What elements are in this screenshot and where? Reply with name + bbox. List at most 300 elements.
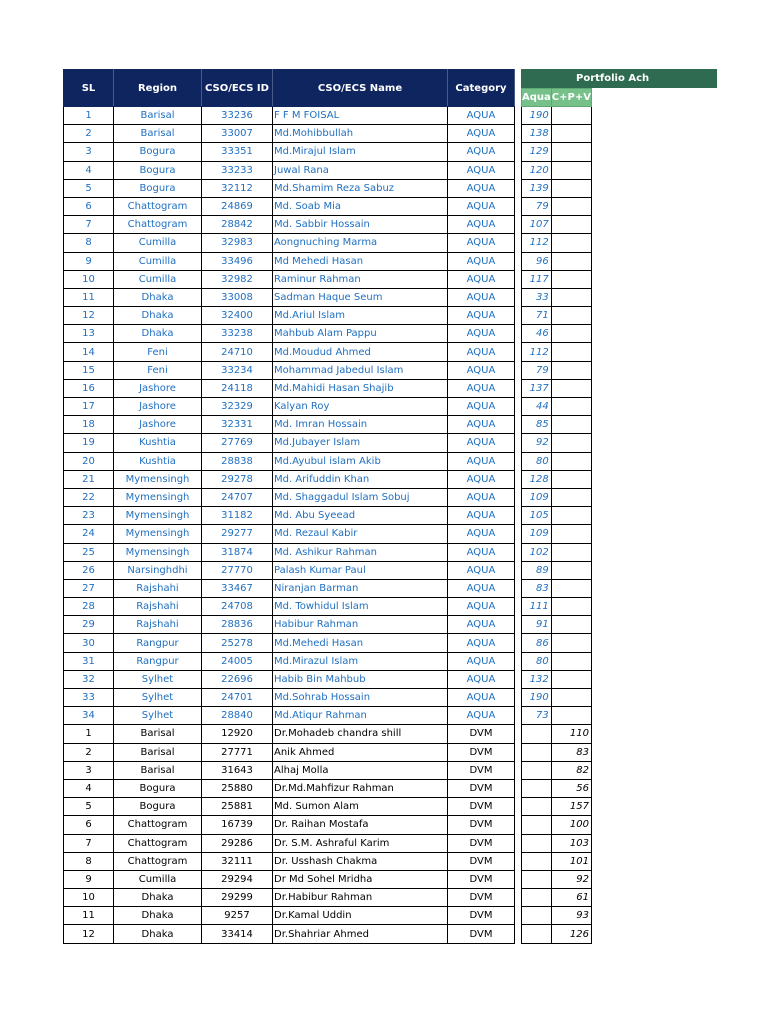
cell-cpv xyxy=(551,288,591,306)
portfolio-row xyxy=(522,197,592,215)
portfolio-row xyxy=(522,798,592,816)
cell-id: 24005 xyxy=(202,652,273,670)
cell-id: 24118 xyxy=(202,379,273,397)
cell-region: Dhaka xyxy=(114,907,202,925)
cell-name: Mahbub Alam Pappu xyxy=(273,325,448,343)
cell-sl: 27 xyxy=(64,579,114,597)
cell-id: 33008 xyxy=(202,288,273,306)
table-row xyxy=(64,307,515,325)
cell-sl: 7 xyxy=(64,834,114,852)
cell-region: Mymensingh xyxy=(114,470,202,488)
table-row xyxy=(64,252,515,270)
cell-id: 24710 xyxy=(202,343,273,361)
cell-category: DVM xyxy=(448,889,515,907)
cell-cpv: 92 xyxy=(551,870,591,888)
cell-category: AQUA xyxy=(448,598,515,616)
cell-category: AQUA xyxy=(448,507,515,525)
cell-name: Palash Kumar Paul xyxy=(273,561,448,579)
portfolio-row xyxy=(522,761,592,779)
cell-name: Md.Shamim Reza Sabuz xyxy=(273,179,448,197)
cell-aqua: 46 xyxy=(522,325,552,343)
cell-sl: 10 xyxy=(64,889,114,907)
cell-cpv xyxy=(551,452,591,470)
table-row xyxy=(64,779,515,797)
header-aqua: Aqua xyxy=(522,89,552,107)
table-row xyxy=(64,925,515,943)
cell-category: DVM xyxy=(448,725,515,743)
cell-cpv xyxy=(551,561,591,579)
cell-aqua: 109 xyxy=(522,525,552,543)
cell-aqua: 85 xyxy=(522,416,552,434)
header-name: CSO/ECS Name xyxy=(273,70,448,107)
cell-region: Bogura xyxy=(114,179,202,197)
table-row xyxy=(64,907,515,925)
header-row xyxy=(64,70,515,107)
cell-aqua: 96 xyxy=(522,252,552,270)
cell-cpv xyxy=(551,670,591,688)
cell-sl: 14 xyxy=(64,343,114,361)
cell-sl: 4 xyxy=(64,779,114,797)
cell-category: AQUA xyxy=(448,579,515,597)
cell-id: 29277 xyxy=(202,525,273,543)
cell-sl: 11 xyxy=(64,907,114,925)
portfolio-row xyxy=(522,143,592,161)
cell-region: Barisal xyxy=(114,107,202,125)
cell-id: 33007 xyxy=(202,125,273,143)
table-row xyxy=(64,216,515,234)
cell-id: 27770 xyxy=(202,561,273,579)
cell-region: Mymensingh xyxy=(114,507,202,525)
cell-aqua xyxy=(522,889,552,907)
cell-aqua: 128 xyxy=(522,470,552,488)
table-row xyxy=(64,670,515,688)
cell-aqua: 139 xyxy=(522,179,552,197)
cell-sl: 28 xyxy=(64,598,114,616)
cell-cpv xyxy=(551,379,591,397)
cell-cpv: 101 xyxy=(551,852,591,870)
cell-aqua xyxy=(522,816,552,834)
cell-aqua xyxy=(522,925,552,943)
cell-region: Chattogram xyxy=(114,852,202,870)
table-row xyxy=(64,652,515,670)
cell-category: AQUA xyxy=(448,197,515,215)
portfolio-row xyxy=(522,361,592,379)
cell-name: Md.Mahidi Hasan Shajib xyxy=(273,379,448,397)
cell-id: 32329 xyxy=(202,398,273,416)
cell-name: Md. Shaggadul Islam Sobuj xyxy=(273,488,448,506)
cell-aqua xyxy=(522,870,552,888)
cell-category: AQUA xyxy=(448,125,515,143)
cell-region: Chattogram xyxy=(114,216,202,234)
cell-id: 32112 xyxy=(202,179,273,197)
cell-region: Cumilla xyxy=(114,234,202,252)
cell-cpv xyxy=(551,161,591,179)
portfolio-row xyxy=(522,725,592,743)
cell-region: Mymensingh xyxy=(114,488,202,506)
cell-name: Dr.Md.Mahfizur Rahman xyxy=(273,779,448,797)
cell-region: Cumilla xyxy=(114,870,202,888)
cell-region: Chattogram xyxy=(114,816,202,834)
cell-category: DVM xyxy=(448,779,515,797)
cell-aqua: 107 xyxy=(522,216,552,234)
cell-sl: 17 xyxy=(64,398,114,416)
cell-aqua: 112 xyxy=(522,234,552,252)
cell-category: DVM xyxy=(448,743,515,761)
cell-id: 12920 xyxy=(202,725,273,743)
cell-name: Dr.Habibur Rahman xyxy=(273,889,448,907)
portfolio-row xyxy=(522,179,592,197)
cell-region: Mymensingh xyxy=(114,543,202,561)
cell-cpv: 157 xyxy=(551,798,591,816)
cell-id: 29294 xyxy=(202,870,273,888)
cell-region: Rangpur xyxy=(114,652,202,670)
cell-category: AQUA xyxy=(448,379,515,397)
cell-sl: 24 xyxy=(64,525,114,543)
table-row xyxy=(64,689,515,707)
cell-cpv: 93 xyxy=(551,907,591,925)
cell-region: Kushtia xyxy=(114,452,202,470)
cell-id: 28838 xyxy=(202,452,273,470)
cell-aqua: 71 xyxy=(522,307,552,325)
cell-region: Dhaka xyxy=(114,307,202,325)
cell-category: AQUA xyxy=(448,325,515,343)
cell-sl: 26 xyxy=(64,561,114,579)
cell-aqua xyxy=(522,852,552,870)
cell-name: Anik Ahmed xyxy=(273,743,448,761)
cell-category: AQUA xyxy=(448,707,515,725)
cell-category: AQUA xyxy=(448,543,515,561)
cell-cpv xyxy=(551,525,591,543)
cell-name: Md.Mirajul Islam xyxy=(273,143,448,161)
cell-name: Md.Atiqur Rahman xyxy=(273,707,448,725)
cell-cpv xyxy=(551,689,591,707)
portfolio-row xyxy=(522,216,592,234)
cell-name: Md.Sohrab Hossain xyxy=(273,689,448,707)
cell-cpv xyxy=(551,416,591,434)
table-row xyxy=(64,507,515,525)
cell-category: AQUA xyxy=(448,525,515,543)
cell-cpv xyxy=(551,652,591,670)
cell-sl: 20 xyxy=(64,452,114,470)
cell-name: Md. Arifuddin Khan xyxy=(273,470,448,488)
cell-sl: 9 xyxy=(64,252,114,270)
table-row xyxy=(64,707,515,725)
cell-aqua: 190 xyxy=(522,689,552,707)
cell-region: Barisal xyxy=(114,725,202,743)
cell-aqua xyxy=(522,907,552,925)
table-row xyxy=(64,816,515,834)
cell-id: 27769 xyxy=(202,434,273,452)
cell-aqua: 79 xyxy=(522,197,552,215)
cell-id: 9257 xyxy=(202,907,273,925)
cell-category: AQUA xyxy=(448,561,515,579)
cell-aqua: 83 xyxy=(522,579,552,597)
cell-cpv xyxy=(551,325,591,343)
cell-aqua: 112 xyxy=(522,343,552,361)
cell-name: Habibur Rahman xyxy=(273,616,448,634)
portfolio-row xyxy=(522,107,592,125)
table-row xyxy=(64,525,515,543)
cell-category: DVM xyxy=(448,834,515,852)
cell-category: AQUA xyxy=(448,143,515,161)
portfolio-row xyxy=(522,579,592,597)
cell-sl: 2 xyxy=(64,125,114,143)
table-row xyxy=(64,634,515,652)
table-row xyxy=(64,270,515,288)
portfolio-row xyxy=(522,379,592,397)
table-row xyxy=(64,288,515,306)
table-row xyxy=(64,561,515,579)
cell-sl: 5 xyxy=(64,179,114,197)
cell-name: Md.Ayubul islam Akib xyxy=(273,452,448,470)
cell-sl: 29 xyxy=(64,616,114,634)
cell-aqua xyxy=(522,834,552,852)
cell-name: Md. Imran Hossain xyxy=(273,416,448,434)
cell-region: Barisal xyxy=(114,125,202,143)
cell-sl: 33 xyxy=(64,689,114,707)
portfolio-row xyxy=(522,907,592,925)
cell-sl: 3 xyxy=(64,143,114,161)
cell-cpv xyxy=(551,616,591,634)
portfolio-row xyxy=(522,925,592,943)
table-body xyxy=(64,107,515,944)
cell-category: DVM xyxy=(448,761,515,779)
cell-name: Sadman Haque Seum xyxy=(273,288,448,306)
portfolio-row xyxy=(522,288,592,306)
cell-sl: 12 xyxy=(64,925,114,943)
cell-aqua xyxy=(522,798,552,816)
cell-id: 32983 xyxy=(202,234,273,252)
cell-region: Cumilla xyxy=(114,270,202,288)
cell-name: Dr.Mohadeb chandra shill xyxy=(273,725,448,743)
portfolio-row xyxy=(522,525,592,543)
cell-id: 24708 xyxy=(202,598,273,616)
cell-sl: 8 xyxy=(64,234,114,252)
cell-region: Bogura xyxy=(114,143,202,161)
cell-id: 33414 xyxy=(202,925,273,943)
portfolio-row xyxy=(522,270,592,288)
cell-region: Rajshahi xyxy=(114,579,202,597)
cell-region: Barisal xyxy=(114,761,202,779)
cell-aqua: 109 xyxy=(522,488,552,506)
table-row xyxy=(64,579,515,597)
cell-cpv xyxy=(551,361,591,379)
cell-name: Md. Ashikur Rahman xyxy=(273,543,448,561)
table-row xyxy=(64,488,515,506)
cell-aqua xyxy=(522,761,552,779)
cell-sl: 2 xyxy=(64,743,114,761)
cell-name: Md. Sabbir Hossain xyxy=(273,216,448,234)
cell-cpv: 110 xyxy=(551,725,591,743)
cell-cpv xyxy=(551,488,591,506)
cell-sl: 6 xyxy=(64,816,114,834)
portfolio-row xyxy=(522,816,592,834)
cell-region: Barisal xyxy=(114,743,202,761)
cell-category: DVM xyxy=(448,907,515,925)
table-row xyxy=(64,143,515,161)
portfolio-row xyxy=(522,743,592,761)
cell-name: Md.Jubayer Islam xyxy=(273,434,448,452)
portfolio-row xyxy=(522,616,592,634)
cell-category: AQUA xyxy=(448,470,515,488)
table-row xyxy=(64,379,515,397)
cell-aqua: 102 xyxy=(522,543,552,561)
portfolio-row xyxy=(522,652,592,670)
header-category: Category xyxy=(448,70,515,107)
cell-id: 27771 xyxy=(202,743,273,761)
cell-cpv xyxy=(551,143,591,161)
portfolio-row xyxy=(522,325,592,343)
cell-category: AQUA xyxy=(448,288,515,306)
cell-cpv xyxy=(551,179,591,197)
cell-name: Md. Sumon Alam xyxy=(273,798,448,816)
cell-sl: 7 xyxy=(64,216,114,234)
cso-ecs-table xyxy=(63,69,515,944)
cell-region: Sylhet xyxy=(114,689,202,707)
cell-id: 29278 xyxy=(202,470,273,488)
table-row xyxy=(64,870,515,888)
cell-sl: 4 xyxy=(64,161,114,179)
cell-name: Md Mehedi Hasan xyxy=(273,252,448,270)
cell-cpv xyxy=(551,252,591,270)
cell-name: Md.Mehedi Hasan xyxy=(273,634,448,652)
cell-sl: 12 xyxy=(64,307,114,325)
cell-name: Md. Abu Syeead xyxy=(273,507,448,525)
cell-region: Sylhet xyxy=(114,670,202,688)
cell-category: AQUA xyxy=(448,216,515,234)
cell-region: Bogura xyxy=(114,779,202,797)
portfolio-row xyxy=(522,598,592,616)
cell-sl: 21 xyxy=(64,470,114,488)
cell-category: AQUA xyxy=(448,689,515,707)
cell-name: Raminur Rahman xyxy=(273,270,448,288)
header-cpv: C+P+V xyxy=(551,89,591,107)
cell-sl: 19 xyxy=(64,434,114,452)
cell-region: Rangpur xyxy=(114,634,202,652)
cell-aqua: 129 xyxy=(522,143,552,161)
cell-id: 24707 xyxy=(202,488,273,506)
cell-cpv xyxy=(551,398,591,416)
cell-id: 25278 xyxy=(202,634,273,652)
cell-id: 25881 xyxy=(202,798,273,816)
portfolio-title: Portfolio Ach xyxy=(521,69,717,88)
table-row xyxy=(64,234,515,252)
cell-sl: 32 xyxy=(64,670,114,688)
portfolio-body xyxy=(522,107,592,944)
cell-cpv xyxy=(551,470,591,488)
cell-cpv xyxy=(551,216,591,234)
portfolio-row xyxy=(522,307,592,325)
cell-aqua: 33 xyxy=(522,288,552,306)
portfolio-row xyxy=(522,252,592,270)
cell-aqua: 79 xyxy=(522,361,552,379)
table-row xyxy=(64,398,515,416)
cell-sl: 11 xyxy=(64,288,114,306)
cell-region: Dhaka xyxy=(114,288,202,306)
cell-sl: 5 xyxy=(64,798,114,816)
table-row xyxy=(64,197,515,215)
cell-name: Md. Towhidul Islam xyxy=(273,598,448,616)
table-row xyxy=(64,598,515,616)
table-row xyxy=(64,543,515,561)
portfolio-row xyxy=(522,398,592,416)
table-row xyxy=(64,361,515,379)
cell-name: Md. Rezaul Kabir xyxy=(273,525,448,543)
portfolio-row xyxy=(522,452,592,470)
cell-region: Bogura xyxy=(114,798,202,816)
cell-id: 29286 xyxy=(202,834,273,852)
portfolio-row xyxy=(522,161,592,179)
cell-sl: 25 xyxy=(64,543,114,561)
cell-id: 33467 xyxy=(202,579,273,597)
table-row xyxy=(64,725,515,743)
cell-id: 28842 xyxy=(202,216,273,234)
cell-id: 33238 xyxy=(202,325,273,343)
cell-cpv xyxy=(551,707,591,725)
cell-sl: 18 xyxy=(64,416,114,434)
cell-cpv xyxy=(551,234,591,252)
cell-category: AQUA xyxy=(448,452,515,470)
cell-category: AQUA xyxy=(448,488,515,506)
table-row xyxy=(64,325,515,343)
cell-id: 32331 xyxy=(202,416,273,434)
cell-name: Md. Soab Mia xyxy=(273,197,448,215)
cell-cpv xyxy=(551,507,591,525)
portfolio-row xyxy=(522,561,592,579)
cell-aqua: 117 xyxy=(522,270,552,288)
cell-sl: 3 xyxy=(64,761,114,779)
cell-aqua: 92 xyxy=(522,434,552,452)
portfolio-subheader-row xyxy=(522,89,592,107)
cell-name: Md.Mohibbullah xyxy=(273,125,448,143)
cell-sl: 16 xyxy=(64,379,114,397)
cell-id: 29299 xyxy=(202,889,273,907)
cell-category: AQUA xyxy=(448,234,515,252)
cell-region: Dhaka xyxy=(114,925,202,943)
cell-name: Dr.Shahriar Ahmed xyxy=(273,925,448,943)
cell-sl: 1 xyxy=(64,725,114,743)
cell-cpv xyxy=(551,107,591,125)
cell-region: Cumilla xyxy=(114,252,202,270)
cell-region: Mymensingh xyxy=(114,525,202,543)
cell-category: AQUA xyxy=(448,252,515,270)
cell-region: Jashore xyxy=(114,379,202,397)
portfolio-row xyxy=(522,634,592,652)
cell-region: Feni xyxy=(114,343,202,361)
cell-category: AQUA xyxy=(448,107,515,125)
cell-name: Dr. Raihan Mostafa xyxy=(273,816,448,834)
table-row xyxy=(64,343,515,361)
cell-category: DVM xyxy=(448,852,515,870)
table-row xyxy=(64,761,515,779)
cell-category: AQUA xyxy=(448,161,515,179)
cell-region: Jashore xyxy=(114,398,202,416)
cell-name: Mohammad Jabedul Islam xyxy=(273,361,448,379)
portfolio-row xyxy=(522,125,592,143)
cell-sl: 30 xyxy=(64,634,114,652)
cell-aqua: 105 xyxy=(522,507,552,525)
portfolio-row xyxy=(522,852,592,870)
cell-name: Md.Moudud Ahmed xyxy=(273,343,448,361)
cell-aqua: 80 xyxy=(522,652,552,670)
cell-id: 33233 xyxy=(202,161,273,179)
cell-category: AQUA xyxy=(448,361,515,379)
cell-name: F F M FOISAL xyxy=(273,107,448,125)
cell-id: 32400 xyxy=(202,307,273,325)
cell-aqua: 120 xyxy=(522,161,552,179)
cell-aqua xyxy=(522,743,552,761)
cell-category: AQUA xyxy=(448,434,515,452)
